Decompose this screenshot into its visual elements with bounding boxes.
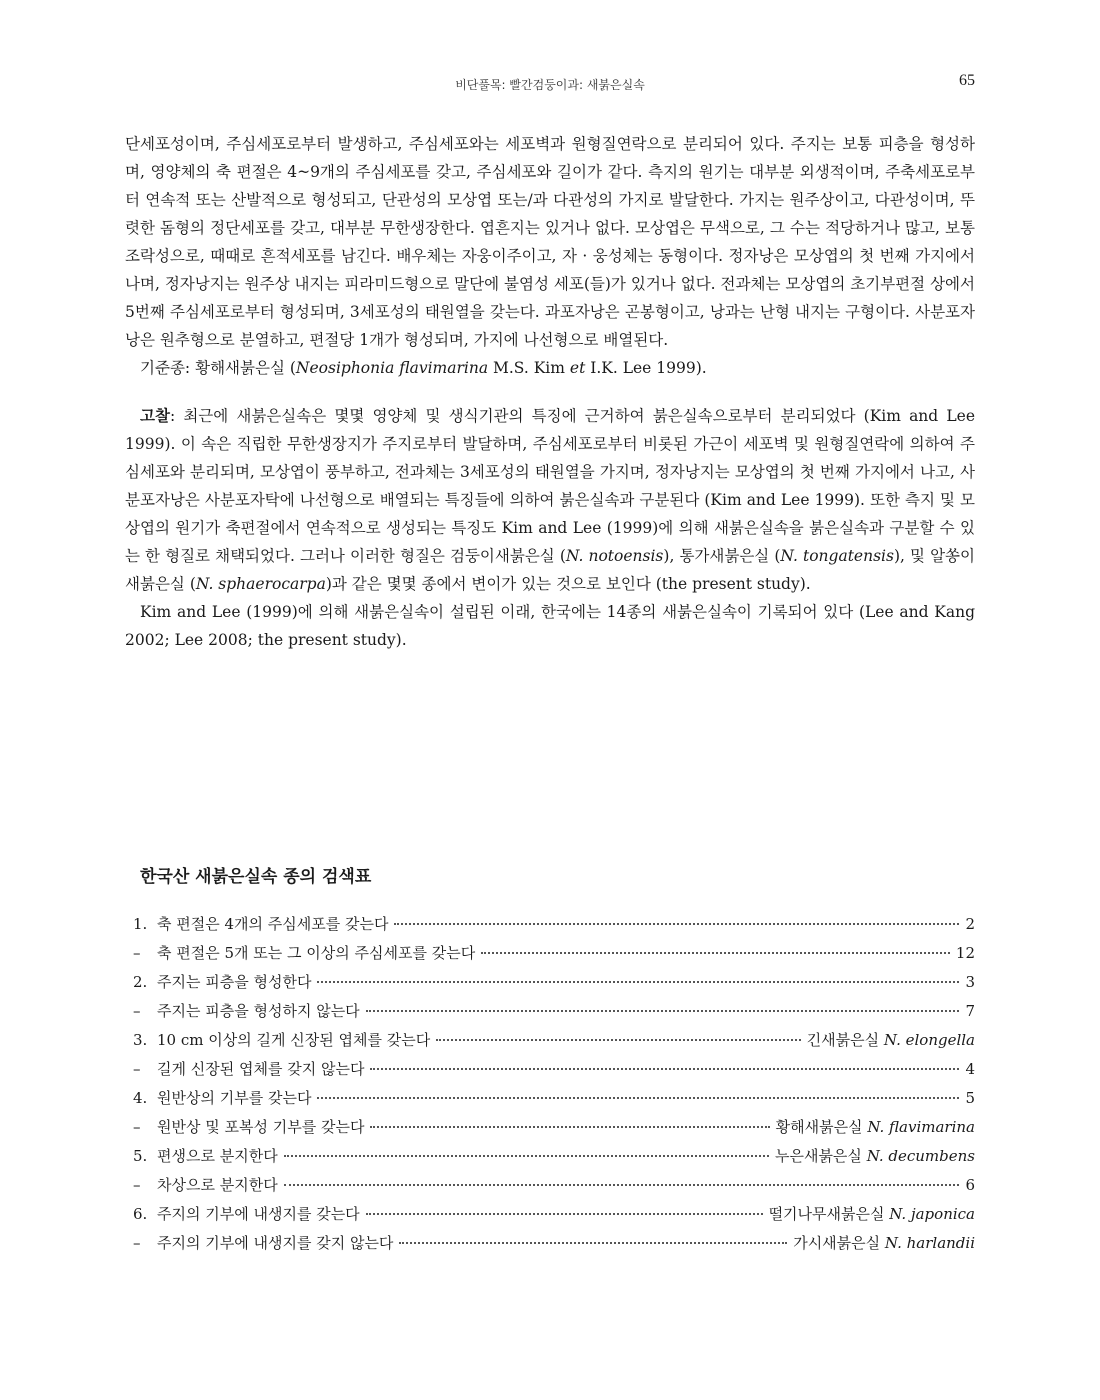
- key-target-text: 7: [965, 1002, 975, 1020]
- key-row-target: [965, 910, 975, 939]
- key-target-text: 황해새붉은실: [775, 1118, 868, 1136]
- paragraph-gap: [125, 382, 975, 402]
- key-row: [133, 1055, 975, 1084]
- discussion-text-3: ), 및 알쏭이새붉은실 (: [125, 547, 975, 593]
- key-row-target: [965, 997, 975, 1026]
- key-row-text: 차상으로 분지한다: [157, 1176, 278, 1194]
- key-row-number: 1.: [133, 915, 148, 933]
- key-target-text: 3: [965, 973, 975, 991]
- key-row-target: [776, 1113, 975, 1142]
- identification-key: [133, 910, 975, 1258]
- key-row-text: 원반상 및 포복성 기부를 갖는다: [157, 1118, 365, 1136]
- dot-leader: [366, 1199, 763, 1215]
- dot-leader: [284, 1170, 960, 1186]
- key-row-number: –: [133, 1176, 141, 1194]
- key-target-text: 2: [965, 915, 975, 933]
- key-row-number: 2.: [133, 973, 148, 991]
- key-target-text: 누은새붉은실: [774, 1147, 867, 1165]
- key-target-scientific-name: N. flavimarina: [867, 1118, 975, 1136]
- type-species-author: M.S. Kim: [488, 359, 570, 377]
- key-row: [133, 1200, 975, 1229]
- key-row-text: 길게 신장된 엽체를 갖지 않는다: [157, 1060, 365, 1078]
- key-target-scientific-name: N. decumbens: [866, 1147, 975, 1165]
- key-row-text: 주지는 피층을 형성하지 않는다: [157, 1002, 360, 1020]
- type-species-korean-name: 황해새붉은실 (: [195, 359, 296, 377]
- key-target-text: 긴새붉은실: [806, 1031, 884, 1049]
- species-name-sphaerocarpa: N. sphaerocarpa: [195, 575, 326, 593]
- key-row-target: [956, 939, 975, 968]
- key-row-number: 4.: [133, 1089, 148, 1107]
- key-target-scientific-name: N. elongella: [883, 1031, 975, 1049]
- dot-leader: [481, 938, 950, 954]
- key-row: [133, 910, 975, 939]
- discussion-text-1: : 최근에 새붉은실속은 몇몇 영양체 및 생식기관의 특징에 근거하여 붉은실속으로부터 분리되었다 (Kim and Lee 1999). 이 속은 직립한 무한생장지가 주지로부터 발달하며, 주심세포로부터 비롯된 가근이 세포벽 및 원형질연락에 의하여 주심세포와 분리되며, 모상엽이 풍부하고, 전과체는 3세포성의 태원열을 가지며, 정자낭지는 모상엽의 첫 번째 가지에서 나고, 사분포자낭은 사분포자탁에 나선형으로 배열되는 특징들에 의하여 붉은실속과 구분된다 (Kim and Lee 1999). 또한 측지 및 모상엽의 원기가 축편절에서 연속적으로 생성되는 특징도 Kim and Lee (1999)에 의해 새붉은실속을 붉은실속과 구분할 수 있는 한 형질로 채택되었다. 그러나 이러한 형질은 검둥이새붉은실 (: [125, 407, 975, 565]
- type-species-line: [125, 354, 975, 382]
- dot-leader: [394, 909, 959, 925]
- key-row-target: [769, 1200, 975, 1229]
- key-row: [133, 1084, 975, 1113]
- type-species-author-year: I.K. Lee 1999).: [585, 359, 707, 377]
- dot-leader: [366, 996, 960, 1012]
- key-row-number: –: [133, 1060, 141, 1078]
- dot-leader: [317, 967, 959, 983]
- key-row-text: 10 cm 이상의 길게 신장된 엽체를 갖는다: [157, 1031, 431, 1049]
- key-row-target: [965, 1055, 975, 1084]
- key-row: [133, 939, 975, 968]
- species-name-notoensis: N. notoensis: [565, 547, 664, 565]
- key-row-text: 주지의 기부에 내생지를 갖지 않는다: [157, 1234, 394, 1252]
- key-row: [133, 1113, 975, 1142]
- key-row-target: [775, 1142, 975, 1171]
- dot-leader: [436, 1025, 801, 1041]
- key-row-target: [965, 1084, 975, 1113]
- type-species-label: 기준종:: [140, 359, 191, 377]
- key-row: [133, 997, 975, 1026]
- key-row: [133, 1142, 975, 1171]
- key-target-text: 가시새붉은실: [793, 1234, 885, 1252]
- key-row-text: 주지는 피층을 형성한다: [157, 973, 312, 991]
- dot-leader: [284, 1141, 769, 1157]
- key-row: [133, 1229, 975, 1258]
- key-target-scientific-name: N. harlandii: [884, 1234, 975, 1252]
- key-target-text: 12: [955, 944, 975, 962]
- dot-leader: [370, 1112, 769, 1128]
- description-paragraph: 단세포성이며, 주심세포로부터 발생하고, 주심세포와는 세포벽과 원형질연락으로 분리되어 있다. 주지는 보통 피층을 형성하며, 영양체의 축 편절은 4~9개의 주심세포를 갖고, 주심세포와 길이가 같다. 측지의 원기는 대부분 외생적이며, 주축세포로부터 연속적 또는 산발적으로 형성되고, 단관성의 모상엽 또는/과 다관성의 가지로 발달한다. 가지는 원주상이고, 다관성이며, 뚜렷한 돔형의 정단세포를 갖고, 대부분 무한생장한다. 엽흔지는 있거나 없다. 모상엽은 무색으로, 그 수는 적당하거나 많고, 보통 조락성으로, 때때로 흔적세포를 남긴다. 배우체는 자웅이주이고, 자 · 웅성체는 동형이다. 정자낭은 모상엽의 첫 번째 가지에서 나며, 정자낭지는 원주상 내지는 피라미드형으로 말단에 불염성 세포(들)가 있거나 없다. 전과체는 모상엽의 초기부편절 상에서 5번째 주심세포로부터 형성되며, 3세포성의 태원열을 갖는다. 과포자낭은 곤봉형이고, 낭과는 난형 내지는 구형이다. 사분포자낭은 원추형으로 분열하고, 편절당 1개가 형성되며, 가지에 나선형으로 배열된다.: [125, 135, 975, 349]
- key-target-text: 4: [965, 1060, 975, 1078]
- key-row-number: 6.: [133, 1205, 148, 1223]
- key-row-target: [965, 968, 975, 997]
- key-row-text: 편생으로 분지한다: [157, 1147, 278, 1165]
- running-header: 비단풀목: 빨간검둥이과: 새붉은실속: [455, 78, 645, 92]
- key-target-text: 5: [965, 1089, 975, 1107]
- discussion-paragraph: [125, 402, 975, 598]
- key-row-number: –: [133, 944, 141, 962]
- discussion-label: 고찰: [140, 406, 170, 425]
- type-species-scientific-name: Neosiphonia flavimarina: [295, 359, 489, 377]
- key-row-number: 5.: [133, 1147, 148, 1165]
- records-paragraph: Kim and Lee (1999)에 의해 새붉은실속이 설립된 이래, 한국에는 14종의 새붉은실속이 기록되어 있다 (Lee and Kang 2002; Lee 2008; the present study).: [125, 603, 975, 649]
- dot-leader: [399, 1228, 787, 1244]
- key-target-text: 떨기나무새붉은실: [768, 1205, 890, 1223]
- key-target-scientific-name: N. japonica: [889, 1205, 975, 1223]
- key-row-text: 원반상의 기부를 갖는다: [157, 1089, 312, 1107]
- key-row-text: 축 편절은 4개의 주심세포를 갖는다: [157, 915, 389, 933]
- species-name-tongatensis: N. tongatensis: [780, 547, 894, 565]
- key-section-title: 한국산 새붉은실속 종의 검색표: [140, 867, 372, 887]
- key-row-text: 축 편절은 5개 또는 그 이상의 주심세포를 갖는다: [157, 944, 476, 962]
- key-row: [133, 968, 975, 997]
- key-row-target: [965, 1171, 975, 1200]
- key-row-number: –: [133, 1234, 141, 1252]
- key-row-number: 3.: [133, 1031, 148, 1049]
- key-row-text: 주지의 기부에 내생지를 갖는다: [157, 1205, 360, 1223]
- body-text: [125, 130, 975, 654]
- key-row: [133, 1026, 975, 1055]
- discussion-text-2: ), 통가새붉은실 (: [663, 547, 781, 565]
- key-row: [133, 1171, 975, 1200]
- page-number: 65: [959, 72, 975, 89]
- dot-leader: [370, 1054, 959, 1070]
- dot-leader: [317, 1083, 959, 1099]
- key-target-text: 6: [965, 1176, 975, 1194]
- discussion-text-4: )과 같은 몇몇 종에서 변이가 있는 것으로 보인다 (the present study).: [325, 575, 811, 593]
- type-species-et: et: [569, 359, 586, 377]
- key-row-target: [807, 1026, 975, 1055]
- key-row-target: [793, 1229, 975, 1258]
- key-row-number: –: [133, 1002, 141, 1020]
- key-row-number: –: [133, 1118, 141, 1136]
